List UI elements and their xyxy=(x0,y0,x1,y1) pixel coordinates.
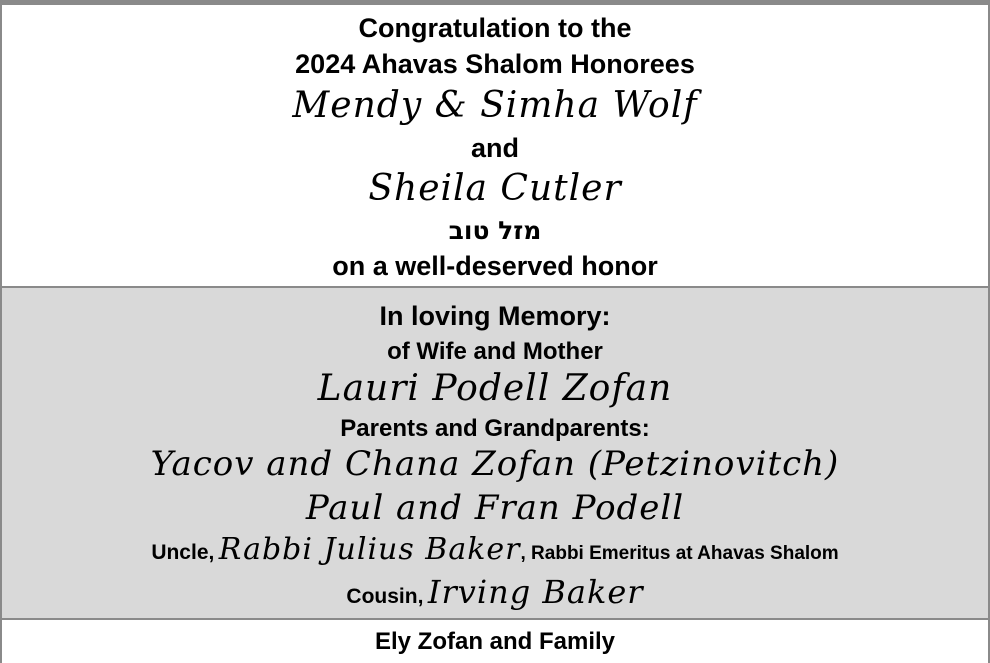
memorial-section xyxy=(2,286,988,620)
congrats-line: Congratulation to the xyxy=(358,13,632,43)
honorees-section xyxy=(2,5,988,286)
and-line: and xyxy=(470,133,519,163)
cousin-name: Irving Baker xyxy=(427,573,644,611)
memorial-name-parents-2: Paul and Fran Podell xyxy=(305,488,685,528)
footer-section xyxy=(2,620,988,663)
memorial-sub-wife: of Wife and Mother xyxy=(387,338,603,365)
uncle-name: Rabbi Julius Baker xyxy=(218,532,521,567)
uncle-suffix: , Rabbi Emeritus at Ahavas Shalom xyxy=(520,543,839,564)
memorial-heading: In loving Memory: xyxy=(379,301,611,331)
cousin-prefix: Cousin, xyxy=(346,585,424,608)
honor-line: on a well-deserved honor xyxy=(332,251,658,281)
mazel-tov-hebrew: מזל טוב xyxy=(448,216,542,245)
memorial-uncle-line xyxy=(2,532,988,567)
honoree-names-2: Sheila Cutler xyxy=(368,168,622,209)
memorial-name-parents-1: Yacov and Chana Zofan (Petzinovitch) xyxy=(150,444,840,484)
uncle-prefix: Uncle, xyxy=(151,541,215,564)
honoree-names-1: Mendy & Simha Wolf xyxy=(292,85,698,126)
honorees-title: 2024 Ahavas Shalom Honorees xyxy=(295,49,695,79)
memorial-name-wife: Lauri Podell Zofan xyxy=(317,368,673,409)
memorial-sub-parents: Parents and Grandparents: xyxy=(340,415,650,442)
signature-line: Ely Zofan and Family xyxy=(374,628,616,655)
memorial-cousin-line xyxy=(2,573,988,611)
